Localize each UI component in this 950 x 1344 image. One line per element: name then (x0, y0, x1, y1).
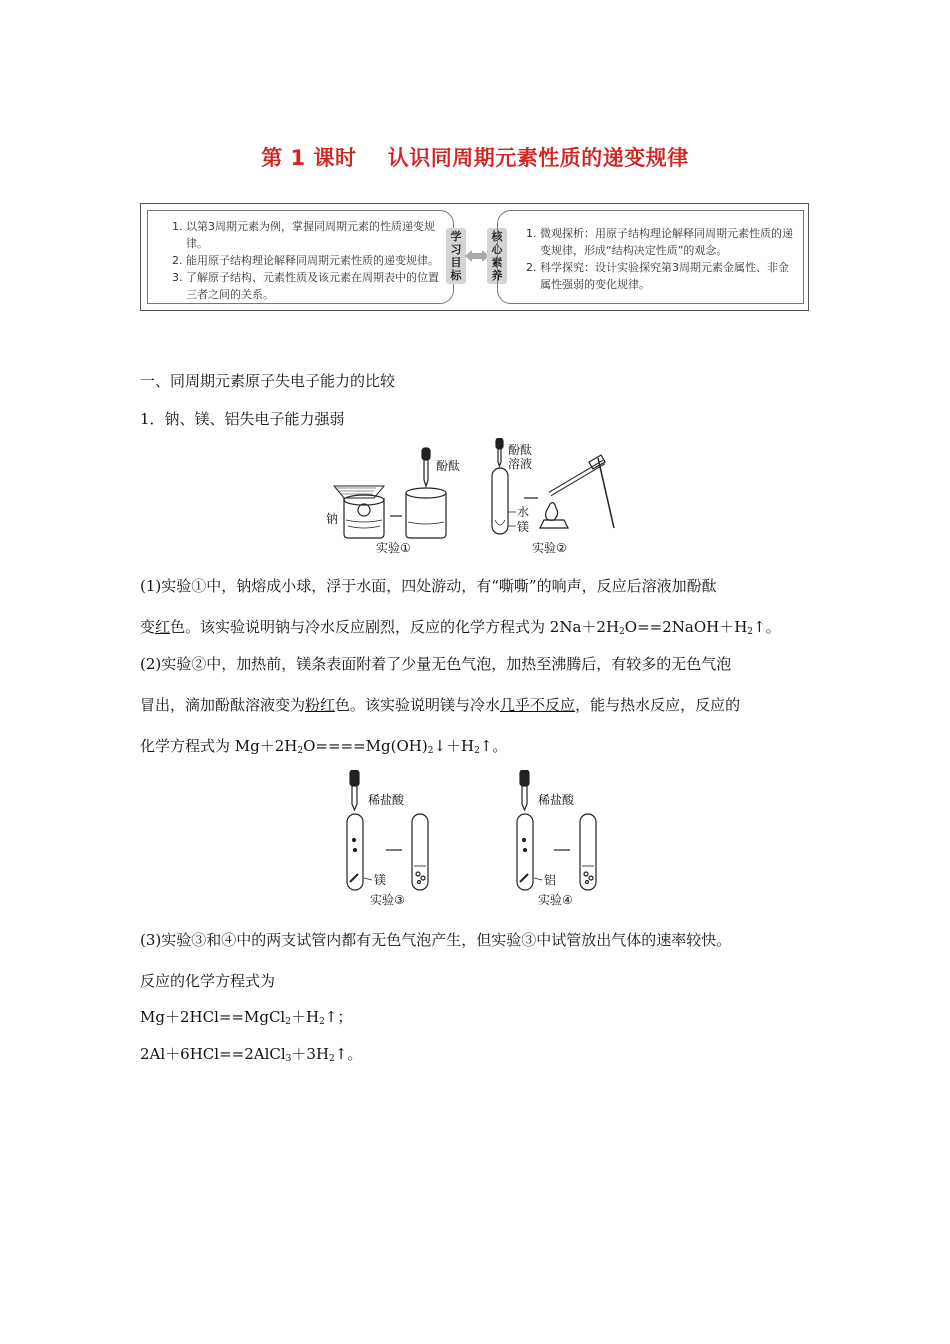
core-literacy-tag: 核心素养 (487, 228, 507, 284)
label-experiment-2: 实验② (532, 541, 567, 555)
learning-goals-tag: 学习目标 (446, 228, 466, 284)
figure-experiments-3-4 (342, 770, 612, 912)
paragraph-exp2-line3: 化学方程式为 $Mg+2H_2O====Mg(OH)_2↓+H_2↑$。 (140, 737, 508, 756)
label-phenolphthalein: 酚酞 (436, 459, 461, 473)
label-sodium: 钠 (326, 512, 339, 526)
learning-goals-box (140, 203, 809, 311)
label-experiment-3: 实验③ (370, 893, 405, 907)
label-phenolphthalein-solution-2: 溶液 (508, 457, 533, 471)
subsection-heading: 1．钠、镁、铝失电子能力强弱 (140, 410, 345, 428)
label-experiment-1: 实验① (376, 541, 411, 555)
paragraph-exp34-line2: 反应的化学方程式为 (140, 972, 276, 990)
label-phenolphthalein-solution-1: 酚酞 (508, 443, 533, 457)
double-arrow-icon (465, 249, 489, 263)
literacy-item: 1. 微观探析：用原子结构理论解释同周期元素性质的递变规律，形成“结构决定性质”的观念。 (526, 227, 793, 257)
paragraph-exp1-line1: (1)实验①中，钠熔成小球，浮于水面，四处游动，有“嘶嘶”的响声，反应后溶液加酚酞 (140, 577, 717, 595)
label-dilute-hcl-1: 稀盐酸 (368, 793, 405, 807)
label-water: 水 (517, 505, 530, 519)
paragraph-exp34-line1: (3)实验③和④中的两支试管内都有无色气泡产生，但实验③中试管放出气体的速率较快。 (140, 931, 732, 949)
page-title: 第 1 课时 认识同周期元素性质的递变规律 (261, 146, 689, 170)
paragraph-exp2-line1: (2)实验②中，加热前，镁条表面附着了少量无色气泡，加热至沸腾后，有较多的无色气泡 (140, 655, 732, 673)
label-dilute-hcl-2: 稀盐酸 (538, 793, 575, 807)
label-al: 铝 (544, 873, 557, 887)
goal-item: 3. 了解原子结构、元素性质及该元素在周期表中的位置三者之间的关系。 (172, 271, 439, 301)
label-mg: 镁 (374, 873, 387, 887)
learning-goals-panel (147, 210, 454, 304)
core-literacy-panel (497, 210, 804, 304)
section-heading: 一、同周期元素原子失电子能力的比较 (140, 372, 396, 390)
paragraph-exp2-line2: 冒出，滴加酚酞溶液变为粉红色。该实验说明镁与冷水几乎不反应，能与热水反应，反应的 (140, 696, 741, 714)
goal-item: 1. 以第3周期元素为例，掌握同周期元素的性质递变规律。 (172, 220, 435, 250)
label-experiment-4: 实验④ (538, 893, 573, 907)
literacy-item: 2. 科学探究：设计实验探究第3周期元素金属性、非金属性强弱的变化规律。 (526, 261, 789, 291)
goal-item: 2. 能用原子结构理论解释同周期元素性质的递变规律。 (172, 254, 439, 267)
equation-mg-hcl: $Mg+2HCl==MgCl_2+H_2↑$； (140, 1008, 353, 1027)
label-magnesium: 镁 (517, 520, 530, 534)
paragraph-exp1-line2: 变红色。该实验说明钠与冷水反应剧烈，反应的化学方程式为 $2Na+2H_2O==2NaOH+H_2↑$。 (140, 618, 781, 637)
equation-al-hcl: $2Al+6HCl==2AlCl_3+3H_2↑$。 (140, 1045, 363, 1064)
figure-experiments-1-2 (318, 438, 636, 558)
